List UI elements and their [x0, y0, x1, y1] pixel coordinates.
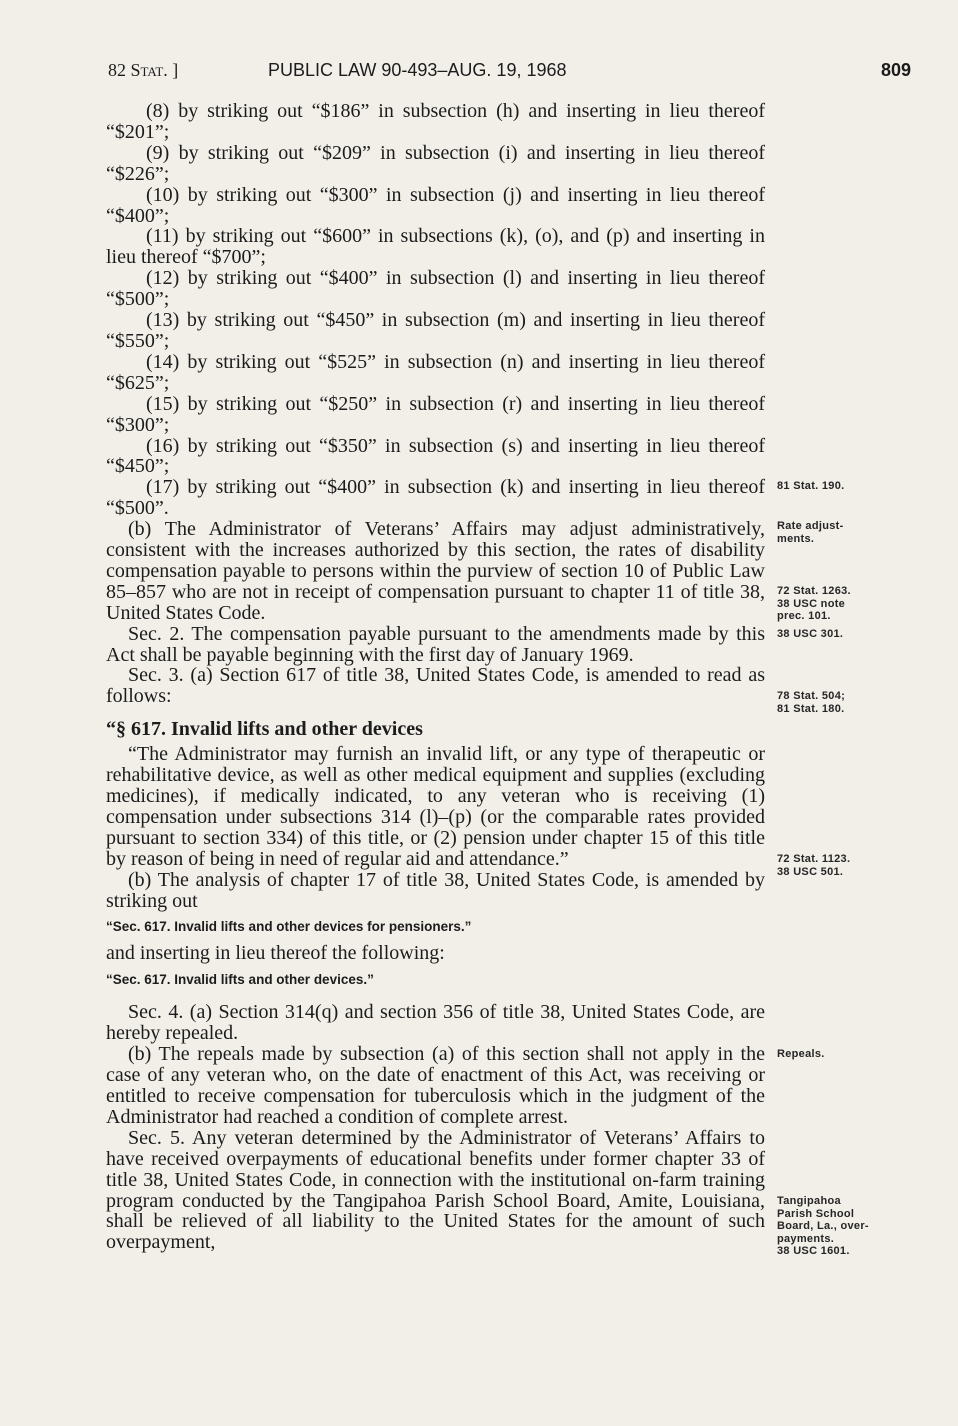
margin-note-78-stat-504 [777, 690, 907, 715]
margin-note-text: Board, La., over- [777, 1220, 869, 1232]
page-header [108, 60, 911, 84]
margin-note-text: 81 Stat. 190. [777, 480, 845, 492]
section-3b: (b) The analysis of chapter 17 of title 38, United States Code, is amended by striking out [106, 868, 765, 912]
margin-note-text: 38 USC 1601. [777, 1245, 850, 1257]
header-title: PUBLIC LAW 90-493–AUG. 19, 1968 [268, 60, 567, 80]
margin-note-text: 72 Stat. 1263. [777, 585, 851, 597]
margin-note-38-usc-301 [777, 628, 907, 641]
margin-note-text: 38 USC note [777, 597, 846, 610]
margin-note-text: 38 USC 301. [777, 628, 844, 640]
margin-note-text: 38 USC 501. [777, 865, 844, 878]
margin-note-text: Repeals. [777, 1048, 825, 1060]
margin-note-text: prec. 101. [777, 610, 831, 622]
margin-note-rate-adjustments [777, 520, 907, 545]
amendment-item-16: (16) by striking out “$350” in subsection (s) and inserting in lieu thereof “$450”; [106, 434, 765, 478]
amendment-item-8: (8) by striking out “$186” in subsection (h) and inserting in lieu thereof “$201”; [106, 100, 765, 143]
section-2: Sec. 2. The compensation payable pursuant to the amendments made by this Act shall be payable beginning with the first day of January 1969. [106, 622, 765, 666]
margin-note-81-stat-190 [777, 480, 907, 493]
amendment-item-9: (9) by striking out “$209” in subsection (i) and inserting in lieu thereof “$226”; [106, 141, 765, 185]
margin-note-72-stat-1123 [777, 853, 907, 878]
amendment-item-10: (10) by striking out “$300” in subsection (j) and inserting in lieu thereof “$400”; [106, 183, 765, 227]
margin-note-text: payments. [777, 1232, 835, 1245]
quote-old-analysis: “Sec. 617. Invalid lifts and other devices for pensioners.” [106, 919, 472, 935]
quote-new-analysis: “Sec. 617. Invalid lifts and other devices.” [106, 972, 374, 988]
margin-note-72-stat-1263 [777, 585, 907, 623]
amendment-item-11: (11) by striking out “$600” in subsections (k), (o), and (p) and inserting in lieu thereof “$700”; [106, 225, 765, 269]
insert-line: and inserting in lieu thereof the following: [106, 942, 445, 965]
header-stat-ref: 82 Stat. ] [108, 60, 179, 80]
amendment-item-13: (13) by striking out “$450” in subsection (m) and inserting in lieu thereof “$550”; [106, 309, 765, 352]
margin-note-text: Parish School [777, 1207, 855, 1220]
amendment-item-12: (12) by striking out “$400” in subsection (l) and inserting in lieu thereof “$500”; [106, 267, 765, 311]
section-4a: Sec. 4. (a) Section 314(q) and section 356 of title 38, United States Code, are hereby repealed. [106, 1001, 765, 1045]
body-text [106, 101, 765, 1253]
margin-note-repeals [777, 1048, 907, 1061]
section-5: Sec. 5. Any veteran determined by the Administrator of Veterans’ Affairs to have received overpayments of educational benefits under former chapter 33 of title 38, United States Code, in connection with the institutional on-farm training program conducted by the Tangipahoa Parish School Board, Amite, Louisiana, shall be relieved of all liability to the United States for the amount of such overpayment, [106, 1126, 765, 1254]
margin-note-tangipahoa [777, 1195, 907, 1258]
section-617-heading: “§ 617. Invalid lifts and other devices [106, 718, 423, 741]
margin-note-text: ments. [777, 532, 815, 545]
amendment-item-17: (17) by striking out “$400” in subsection (k) and inserting in lieu thereof “$500”. [106, 476, 765, 520]
margin-note-text: Rate adjust- [777, 520, 844, 532]
page-number: 809 [880, 60, 911, 80]
amendment-item-14: (14) by striking out “$525” in subsection (n) and inserting in lieu thereof “$625”; [106, 350, 765, 394]
margin-note-text: Tangipahoa [777, 1195, 841, 1207]
section-3a: Sec. 3. (a) Section 617 of title 38, United States Code, is amended to read as follows: [106, 664, 765, 708]
amendment-item-15: (15) by striking out “$250” in subsection (r) and inserting in lieu thereof “$300”; [106, 392, 765, 436]
margin-note-text: 78 Stat. 504; [777, 690, 846, 702]
section-4b: (b) The repeals made by subsection (a) of this section shall not apply in the case of any veteran who, on the date of enactment of this Act, was receiving or entitled to receive compensation for tuberculosis which in the judgment of the Administrator had reached a condition of complete arrest. [106, 1043, 765, 1128]
margin-note-text: 72 Stat. 1123. [777, 853, 851, 865]
margin-note-text: 81 Stat. 180. [777, 702, 845, 715]
section-617-text: “The Administrator may furnish an invalid lift, or any type of therapeutic or rehabilitative device, as well as other medical equipment and supplies (excluding medicines), if medically indicated, to any veteran who is receiving (1) compensation under subsections 314 (l)–(p) (or the comparable rates provided pursuant to section 334) of this title, or (2) pension under chapter 15 of this title by reason of being in need of regular aid and attendance.” [106, 743, 765, 870]
paragraph-1b: (b) The Administrator of Veterans’ Affairs may adjust administratively, consistent with the increases authorized by this section, the rates of disability compensation payable to persons within the purview of section 10 of Public Law 85–857 who are not in receipt of compensation pursuant to chapter 11 of title 38, United States Code. [106, 518, 765, 624]
